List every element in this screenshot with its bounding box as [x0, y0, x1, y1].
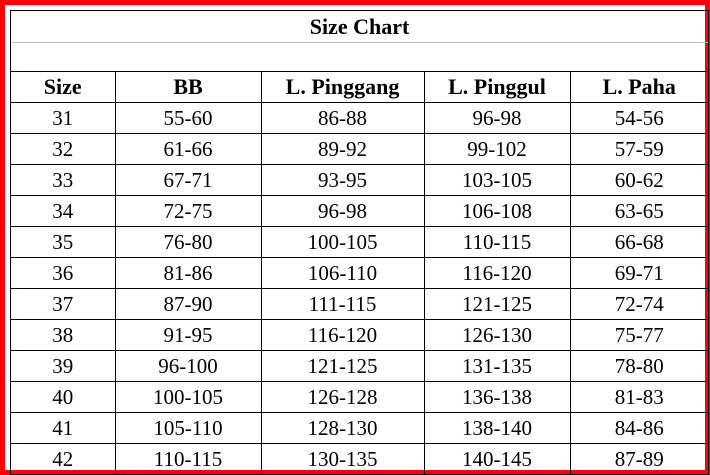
blank-row — [11, 43, 708, 72]
cell-bb: 81-86 — [115, 258, 261, 289]
cell-size: 34 — [11, 196, 115, 227]
table-row — [11, 196, 708, 227]
header-bb: BB — [115, 72, 261, 103]
cell-l-pinggang: 100-105 — [261, 227, 424, 258]
cell-l-pinggul: 136-138 — [424, 382, 570, 413]
cell-bb: 72-75 — [115, 196, 261, 227]
cell-bb: 67-71 — [115, 165, 261, 196]
header-size: Size — [11, 72, 115, 103]
size-chart-sheet — [10, 10, 709, 475]
chart-title: Size Chart — [11, 11, 708, 43]
cell-bb: 96-100 — [115, 351, 261, 382]
table-row — [11, 258, 708, 289]
cell-l-paha: 81-83 — [570, 382, 708, 413]
cell-l-paha: 60-62 — [570, 165, 708, 196]
table-row — [11, 413, 708, 444]
cell-l-pinggang: 111-115 — [261, 289, 424, 320]
cell-size: 41 — [11, 413, 115, 444]
table-row — [11, 165, 708, 196]
cell-bb: 76-80 — [115, 227, 261, 258]
table-row — [11, 382, 708, 413]
cell-bb: 110-115 — [115, 444, 261, 475]
header-l-pinggul: L. Pinggul — [424, 72, 570, 103]
cell-bb: 105-110 — [115, 413, 261, 444]
cell-l-paha: 54-56 — [570, 103, 708, 134]
size-table — [11, 72, 708, 474]
cell-bb: 100-105 — [115, 382, 261, 413]
cell-size: 40 — [11, 382, 115, 413]
cell-l-pinggul: 131-135 — [424, 351, 570, 382]
cell-size: 36 — [11, 258, 115, 289]
cell-l-pinggang: 116-120 — [261, 320, 424, 351]
cell-l-pinggang: 121-125 — [261, 351, 424, 382]
header-l-paha: L. Paha — [570, 72, 708, 103]
cell-size: 39 — [11, 351, 115, 382]
table-row — [11, 103, 708, 134]
cell-l-pinggul: 110-115 — [424, 227, 570, 258]
cell-bb: 61-66 — [115, 134, 261, 165]
cell-l-pinggang: 89-92 — [261, 134, 424, 165]
header-row — [11, 72, 708, 103]
table-row — [11, 134, 708, 165]
cell-size: 32 — [11, 134, 115, 165]
cell-l-paha: 75-77 — [570, 320, 708, 351]
cell-l-pinggul: 99-102 — [424, 134, 570, 165]
cell-l-paha: 72-74 — [570, 289, 708, 320]
cell-size: 33 — [11, 165, 115, 196]
cell-l-paha: 84-86 — [570, 413, 708, 444]
cell-l-pinggul: 106-108 — [424, 196, 570, 227]
cell-l-paha: 63-65 — [570, 196, 708, 227]
table-body — [11, 103, 708, 475]
cell-l-paha: 66-68 — [570, 227, 708, 258]
cell-size: 31 — [11, 103, 115, 134]
table-row — [11, 227, 708, 258]
cell-bb: 55-60 — [115, 103, 261, 134]
cell-size: 35 — [11, 227, 115, 258]
cell-l-paha: 78-80 — [570, 351, 708, 382]
table-row — [11, 444, 708, 475]
cell-bb: 87-90 — [115, 289, 261, 320]
cell-l-pinggang: 96-98 — [261, 196, 424, 227]
cell-size: 38 — [11, 320, 115, 351]
cell-bb: 91-95 — [115, 320, 261, 351]
cell-l-pinggul: 103-105 — [424, 165, 570, 196]
cell-l-pinggul: 126-130 — [424, 320, 570, 351]
table-row — [11, 320, 708, 351]
cell-l-paha: 57-59 — [570, 134, 708, 165]
table-row — [11, 351, 708, 382]
cell-l-pinggang: 128-130 — [261, 413, 424, 444]
cell-l-paha: 87-89 — [570, 444, 708, 475]
cell-l-pinggang: 93-95 — [261, 165, 424, 196]
cell-l-pinggang: 130-135 — [261, 444, 424, 475]
cell-l-pinggang: 126-128 — [261, 382, 424, 413]
cell-size: 42 — [52, 446, 74, 471]
table-row — [11, 289, 708, 320]
cell-l-pinggul: 138-140 — [424, 413, 570, 444]
header-l-pinggang: L. Pinggang — [261, 72, 424, 103]
cell-l-pinggang: 106-110 — [261, 258, 424, 289]
cell-l-pinggul: 140-145 — [424, 444, 570, 475]
cell-l-paha: 69-71 — [570, 258, 708, 289]
cell-l-pinggul: 121-125 — [424, 289, 570, 320]
cell-l-pinggul: 116-120 — [424, 258, 570, 289]
cell-l-pinggul: 96-98 — [424, 103, 570, 134]
cell-l-pinggang: 86-88 — [261, 103, 424, 134]
cell-size: 37 — [11, 289, 115, 320]
